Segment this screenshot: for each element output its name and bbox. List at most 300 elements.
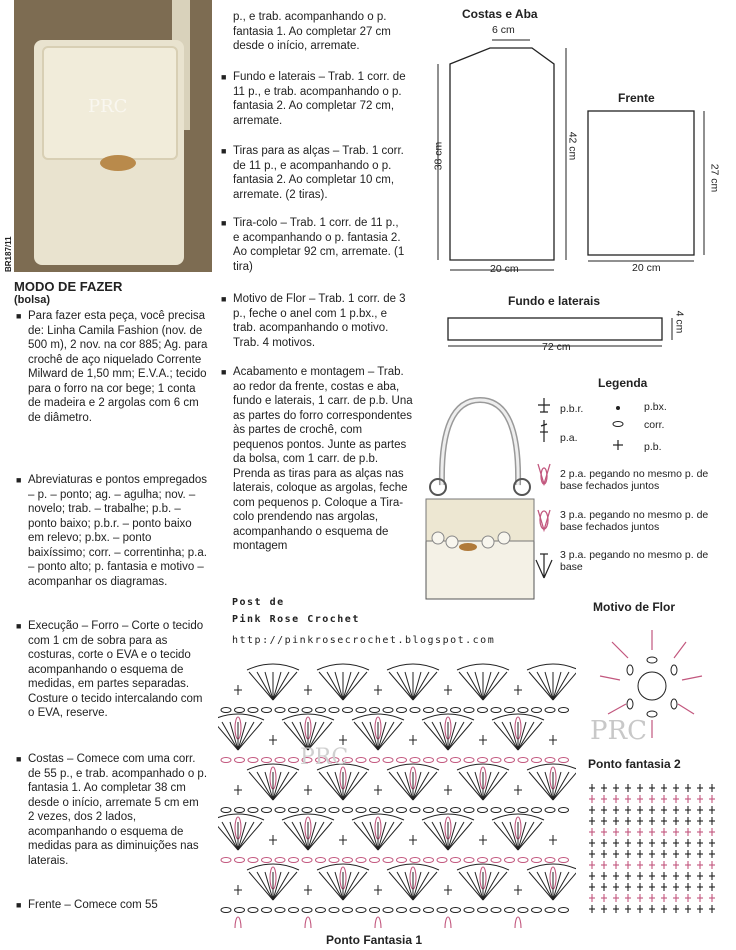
chain-stitch — [302, 908, 312, 913]
fan-stitch — [387, 664, 439, 700]
plus-stitch — [709, 872, 715, 880]
plus-stitch — [625, 872, 631, 880]
execution-text: ■ Execução – Forro – Corte o tecido com 1 cm de sobra para as costuras, corte o EVA e o tecido acompanhando o esquema de medidas, em partes separadas. Costure o tecido intercalando com o EVA, reserve. — [28, 619, 208, 721]
plus-stitch — [549, 735, 557, 745]
plus-stitch — [601, 861, 607, 869]
fan-stitch — [457, 664, 509, 700]
plus-stitch — [589, 806, 595, 814]
legend-pbx: p.bx. — [644, 401, 667, 413]
plus-stitch — [673, 784, 679, 792]
motivo-text: ■ Motivo de Flor – Trab. 1 corr. de 3 p., feche o anel com 1 p.bx., e trab. acompanhando o motivo. Trab. 4 motivos. — [233, 292, 408, 350]
chain-stitch — [437, 758, 447, 763]
frente-text: ■ Frente – Comece com 55 — [28, 898, 208, 913]
chain-stitch — [356, 808, 366, 813]
plus-stitch — [637, 883, 643, 891]
plus-stitch — [514, 785, 522, 795]
chain-stitch — [289, 758, 299, 763]
chain-stitch — [356, 708, 366, 713]
chain-stitch — [221, 758, 231, 763]
plus-stitch — [709, 905, 715, 913]
plus-stitch — [589, 883, 595, 891]
plus-stitch — [409, 835, 417, 845]
watermark-right: PRC — [590, 716, 647, 746]
assembly-diagram — [420, 395, 540, 605]
chain-stitch — [302, 858, 312, 863]
chain-stitch — [235, 808, 245, 813]
plus-stitch — [661, 883, 667, 891]
plus-stitch — [649, 883, 655, 891]
chain-stitch — [545, 808, 555, 813]
chain-stitch — [275, 908, 285, 913]
plus-stitch — [661, 784, 667, 792]
costas-right-dim: 42 cm — [566, 131, 579, 161]
chain-stitch — [518, 908, 528, 913]
plus-stitch — [637, 850, 643, 858]
chain-stitch — [248, 858, 258, 863]
plus-stitch — [589, 817, 595, 825]
plus-stitch — [613, 828, 619, 836]
plus-stitch — [601, 784, 607, 792]
plus-stitch — [444, 885, 452, 895]
fan-stitch — [387, 864, 439, 900]
plus-stitch — [673, 883, 679, 891]
chain-stitch — [370, 808, 380, 813]
chain-stitch — [464, 808, 474, 813]
chain-stitch — [464, 858, 474, 863]
plus-stitch — [589, 839, 595, 847]
plus-stitch — [589, 872, 595, 880]
plus-stitch — [709, 861, 715, 869]
plus-stitch — [304, 785, 312, 795]
plus-stitch — [601, 905, 607, 913]
chain-stitch — [437, 858, 447, 863]
costas-top-dim: 6 cm — [492, 24, 515, 36]
plus-stitch — [709, 839, 715, 847]
plus-stitch — [589, 828, 595, 836]
chain-stitch — [289, 808, 299, 813]
chain-stitch — [343, 808, 353, 813]
long-stitch — [235, 917, 241, 928]
fan-stitch — [282, 814, 334, 850]
plus-stitch — [234, 785, 242, 795]
legend-3pa: 3 p.a. pegando no mesmo p. de base fechados juntos — [560, 509, 709, 533]
plus-stitch — [601, 795, 607, 803]
chain-stitch — [545, 908, 555, 913]
costas-text: ■ Costas – Comece com uma corr. de 55 p., e trab. acompanhado o p. fantasia 1. Ao completar 38 cm desde o início, arremate 5 cm em 2 vezes, dos 2 lados, acompanhando o esquema de medidas para as diminuições nas laterais. — [28, 752, 208, 868]
chain-stitch — [221, 808, 231, 813]
acabamento-text: ■ Acabamento e montagem – Trab. ao redor da frente, costas e aba, fundo e laterais, 1 carr. de p.b. Una as partes do forro correspondentes às partes de crochê, com pequenos pontos. Junte as partes da bolsa, com 1 carr. de p.b. Prenda as tiras para as alças nas laterais, coloque as argolas, feche com pequenos p. Coloque a Tira-colo prendendo nas argolas, acompanhando o esquema de montagem — [233, 365, 413, 554]
chain-stitch — [505, 908, 515, 913]
plus-stitch — [673, 839, 679, 847]
fantasia1-diagram — [218, 660, 576, 928]
chain-stitch — [248, 758, 258, 763]
plus-stitch — [374, 785, 382, 795]
frente-right-dim: 27 cm — [708, 163, 721, 193]
plus-stitch — [709, 784, 715, 792]
plus-stitch — [673, 894, 679, 902]
plus-stitch — [697, 894, 703, 902]
chain-stitch — [424, 908, 434, 913]
long-stitch — [375, 917, 381, 928]
plus-stitch — [637, 872, 643, 880]
plus-stitch — [697, 795, 703, 803]
legend-pb: p.b. — [644, 441, 662, 453]
magazine-code: BR187/11 — [4, 236, 13, 272]
chain-stitch — [316, 708, 326, 713]
chain-stitch — [559, 758, 569, 763]
fan-stitch — [492, 714, 544, 750]
plus-stitch — [479, 835, 487, 845]
chain-stitch — [289, 708, 299, 713]
chain-stitch — [532, 758, 542, 763]
plus-stitch — [374, 685, 382, 695]
chain-stitch — [370, 758, 380, 763]
chain-stitch — [370, 858, 380, 863]
plus-stitch — [661, 828, 667, 836]
chain-stitch — [532, 858, 542, 863]
plus-stitch — [685, 806, 691, 814]
fan-stitch — [317, 864, 369, 900]
chain-stitch — [491, 908, 501, 913]
plus-stitch — [625, 905, 631, 913]
plus-stitch — [673, 861, 679, 869]
plus-stitch — [613, 839, 619, 847]
plus-stitch — [673, 872, 679, 880]
chain-stitch — [316, 908, 326, 913]
plus-stitch — [709, 850, 715, 858]
plus-stitch — [661, 795, 667, 803]
plus-stitch — [685, 883, 691, 891]
fan-stitch — [527, 664, 576, 700]
fan-stitch — [422, 714, 474, 750]
credit-url[interactable]: http://pinkrosecrochet.blogspot.com — [232, 635, 496, 646]
chain-stitch — [545, 708, 555, 713]
chain-stitch — [478, 858, 488, 863]
plus-stitch — [637, 784, 643, 792]
plus-stitch — [514, 885, 522, 895]
plus-stitch — [625, 894, 631, 902]
frente-title: Frente — [618, 91, 655, 105]
chain-stitch — [491, 808, 501, 813]
plus-stitch — [649, 817, 655, 825]
chain-stitch — [235, 758, 245, 763]
plus-stitch — [589, 784, 595, 792]
plus-stitch — [269, 835, 277, 845]
plus-stitch — [637, 795, 643, 803]
plus-stitch — [673, 817, 679, 825]
plus-stitch — [661, 905, 667, 913]
plus-stitch — [479, 735, 487, 745]
fan-stitch — [317, 664, 369, 700]
fan-stitch — [247, 664, 299, 700]
chain-stitch — [329, 808, 339, 813]
chain-stitch — [505, 858, 515, 863]
plus-stitch — [697, 850, 703, 858]
plus-stitch — [673, 795, 679, 803]
chain-stitch — [383, 808, 393, 813]
plus-stitch — [685, 795, 691, 803]
plus-stitch — [661, 850, 667, 858]
plus-stitch — [637, 817, 643, 825]
photo-watermark: PRC — [88, 96, 128, 117]
chain-stitch — [235, 908, 245, 913]
watermark-chart: PRC — [300, 745, 349, 770]
chain-stitch — [235, 708, 245, 713]
fan-stitch — [422, 814, 474, 850]
chain-stitch — [424, 808, 434, 813]
chain-stitch — [397, 808, 407, 813]
chain-stitch — [478, 908, 488, 913]
tiracolo-text: ■ Tira-colo – Trab. 1 corr. de 11 p., e acompanhando o p. fantasia 2. Ao completar 92 cm, arremate. (1 tira) — [233, 216, 408, 274]
costas-title: Costas e Aba — [462, 7, 538, 21]
page-subtitle: (bolsa) — [14, 294, 51, 306]
chain-stitch — [356, 758, 366, 763]
plus-stitch — [661, 839, 667, 847]
chain-stitch — [491, 758, 501, 763]
plus-stitch — [685, 784, 691, 792]
fundo-right-dim: 4 cm — [673, 310, 686, 334]
chain-stitch — [424, 858, 434, 863]
chain-stitch — [289, 908, 299, 913]
plus-stitch — [637, 806, 643, 814]
plus-stitch — [697, 806, 703, 814]
plus-stitch — [601, 839, 607, 847]
chain-stitch — [451, 808, 461, 813]
plus-stitch — [549, 835, 557, 845]
plus-stitch — [673, 828, 679, 836]
plus-stitch — [601, 806, 607, 814]
chain-stitch — [329, 858, 339, 863]
plus-stitch — [625, 861, 631, 869]
plus-stitch — [613, 806, 619, 814]
plus-stitch — [661, 872, 667, 880]
chain-stitch — [464, 758, 474, 763]
plus-stitch — [589, 795, 595, 803]
fantasia2-title: Ponto fantasia 2 — [588, 757, 681, 771]
chain-stitch — [464, 908, 474, 913]
plus-stitch — [625, 883, 631, 891]
plus-stitch — [697, 861, 703, 869]
plus-stitch — [601, 850, 607, 858]
continuation-text: p., e trab. acompanhando o p. fantasia 1. Ao completar 27 cm desde o início, arremate. — [233, 11, 391, 52]
fan-stitch — [457, 864, 509, 900]
plus-stitch — [685, 872, 691, 880]
chain-stitch — [518, 758, 528, 763]
legend-corr: corr. — [644, 419, 665, 431]
abbreviations-text: ■ Abreviaturas e pontos empregados – p. – ponto; ag. – agulha; nov. – novelo; trab. – trabalhe; p.b. – ponto baixo; p.b.r. – ponto baixo em relevo; p.bx. – ponto baixíssimo; corr. – correntinha; p.a. – ponto alto; p. fantasia e motivo – acompanhar os diagramas. — [28, 473, 208, 589]
costas-left-dim: 38 cm — [432, 141, 445, 171]
wood-bead — [100, 155, 136, 171]
plus-stitch — [685, 894, 691, 902]
plus-stitch — [709, 894, 715, 902]
plus-stitch — [625, 795, 631, 803]
plus-stitch — [637, 828, 643, 836]
chain-stitch — [451, 858, 461, 863]
plus-stitch — [625, 784, 631, 792]
chain-stitch — [437, 908, 447, 913]
plus-stitch — [304, 885, 312, 895]
credit-line1: Post de — [232, 597, 285, 608]
plus-stitch — [637, 839, 643, 847]
legend-3pa-open: 3 p.a. pegando no mesmo p. de base — [560, 549, 709, 573]
plus-stitch — [613, 784, 619, 792]
chain-stitch — [383, 758, 393, 763]
chain-stitch — [275, 708, 285, 713]
chain-stitch — [262, 908, 272, 913]
chain-stitch — [397, 708, 407, 713]
chain-stitch — [424, 758, 434, 763]
long-stitch — [445, 917, 451, 928]
chain-stitch — [410, 808, 420, 813]
materials-text: ■ Para fazer esta peça, você precisa de: Linha Camila Fashion (nov. de 500 m), 2 nov. na cor 885; Ag. para crochê de aço niquelado Corrente Milward de 1,50 mm; E.V.A.; tecido para o forro na cor bege; 1 conta de madeira e 2 argolas com 6 cm de diâmetro. — [28, 309, 208, 425]
chain-stitch — [559, 708, 569, 713]
chain-stitch — [248, 808, 258, 813]
plus-stitch — [697, 817, 703, 825]
chain-stitch — [451, 758, 461, 763]
chain-stitch — [451, 908, 461, 913]
fan-stitch — [247, 764, 299, 800]
bag-photo — [14, 0, 212, 272]
chain-stitch — [518, 808, 528, 813]
chain-stitch — [221, 858, 231, 863]
plus-stitch — [613, 905, 619, 913]
chain-stitch — [559, 808, 569, 813]
chain-stitch — [437, 808, 447, 813]
plus-stitch — [649, 850, 655, 858]
chain-stitch — [316, 858, 326, 863]
chain-stitch — [410, 908, 420, 913]
fundo-text: ■ Fundo e laterais – Trab. 1 corr. de 11 p., e trab. acompanhando o p. fantasia 2. Ao completar 72 cm, arremate. — [233, 70, 408, 128]
plus-stitch — [613, 894, 619, 902]
chain-stitch — [532, 808, 542, 813]
legend-title: Legenda — [598, 376, 648, 390]
fan-stitch — [352, 814, 404, 850]
plus-stitch — [697, 784, 703, 792]
chain-stitch — [559, 908, 569, 913]
plus-stitch — [514, 685, 522, 695]
plus-stitch — [613, 872, 619, 880]
plus-stitch — [625, 828, 631, 836]
fundo-title: Fundo e laterais — [508, 294, 601, 308]
chain-stitch — [410, 708, 420, 713]
chain-stitch — [397, 908, 407, 913]
chain-stitch — [262, 858, 272, 863]
plus-stitch — [649, 861, 655, 869]
chain-stitch — [491, 858, 501, 863]
chain-stitch — [532, 708, 542, 713]
plus-stitch — [339, 735, 347, 745]
plus-stitch — [601, 883, 607, 891]
plus-stitch — [637, 894, 643, 902]
chain-stitch — [532, 908, 542, 913]
plus-stitch — [613, 795, 619, 803]
chain-stitch — [289, 858, 299, 863]
plus-stitch — [685, 850, 691, 858]
chain-stitch — [491, 708, 501, 713]
chain-stitch — [383, 708, 393, 713]
chain-stitch — [275, 808, 285, 813]
plus-stitch — [234, 685, 242, 695]
chain-stitch — [437, 708, 447, 713]
plus-stitch — [709, 883, 715, 891]
plus-stitch — [649, 872, 655, 880]
plus-stitch — [601, 894, 607, 902]
chain-stitch — [397, 858, 407, 863]
plus-stitch — [661, 894, 667, 902]
plus-stitch — [613, 883, 619, 891]
plus-stitch — [339, 835, 347, 845]
plus-stitch — [673, 850, 679, 858]
chain-stitch — [545, 858, 555, 863]
chain-stitch — [451, 708, 461, 713]
plus-stitch — [625, 850, 631, 858]
chain-stitch — [343, 708, 353, 713]
chain-stitch — [329, 708, 339, 713]
chain-stitch — [383, 858, 393, 863]
page-title: MODO DE FAZER — [14, 279, 123, 294]
plus-stitch — [661, 806, 667, 814]
plus-stitch — [709, 806, 715, 814]
plus-stitch — [234, 885, 242, 895]
costas-bottom-dim: 20 cm — [490, 263, 519, 275]
fan-stitch — [352, 714, 404, 750]
chain-stitch — [221, 708, 231, 713]
plus-stitch — [673, 905, 679, 913]
fan-stitch — [247, 864, 299, 900]
chain-stitch — [329, 908, 339, 913]
plus-stitch — [374, 885, 382, 895]
plus-stitch — [649, 795, 655, 803]
chain-stitch — [248, 908, 258, 913]
plus-stitch — [649, 905, 655, 913]
fan-stitch — [492, 814, 544, 850]
plus-stitch — [697, 828, 703, 836]
chain-stitch — [343, 858, 353, 863]
plus-stitch — [709, 828, 715, 836]
chain-stitch — [248, 708, 258, 713]
chain-stitch — [505, 758, 515, 763]
chain-stitch — [383, 908, 393, 913]
plus-stitch — [601, 872, 607, 880]
plus-stitch — [637, 861, 643, 869]
chain-stitch — [410, 758, 420, 763]
plus-stitch — [685, 817, 691, 825]
chain-stitch — [518, 858, 528, 863]
long-stitch — [305, 917, 311, 928]
plus-stitch — [613, 817, 619, 825]
long-stitch — [515, 917, 521, 928]
plus-stitch — [649, 894, 655, 902]
plus-stitch — [709, 817, 715, 825]
credit-line2: Pink Rose Crochet — [232, 614, 360, 625]
chain-stitch — [370, 908, 380, 913]
plus-stitch — [685, 828, 691, 836]
chain-stitch — [397, 758, 407, 763]
plus-stitch — [589, 850, 595, 858]
plus-stitch — [625, 806, 631, 814]
chain-stitch — [275, 758, 285, 763]
plus-stitch — [673, 806, 679, 814]
frente-bottom-dim: 20 cm — [632, 262, 661, 274]
fan-stitch — [457, 764, 509, 800]
plus-stitch — [697, 872, 703, 880]
chain-stitch — [302, 708, 312, 713]
plus-stitch — [589, 894, 595, 902]
chain-stitch — [262, 758, 272, 763]
chain-stitch — [356, 858, 366, 863]
plus-stitch — [697, 883, 703, 891]
plus-stitch — [625, 839, 631, 847]
